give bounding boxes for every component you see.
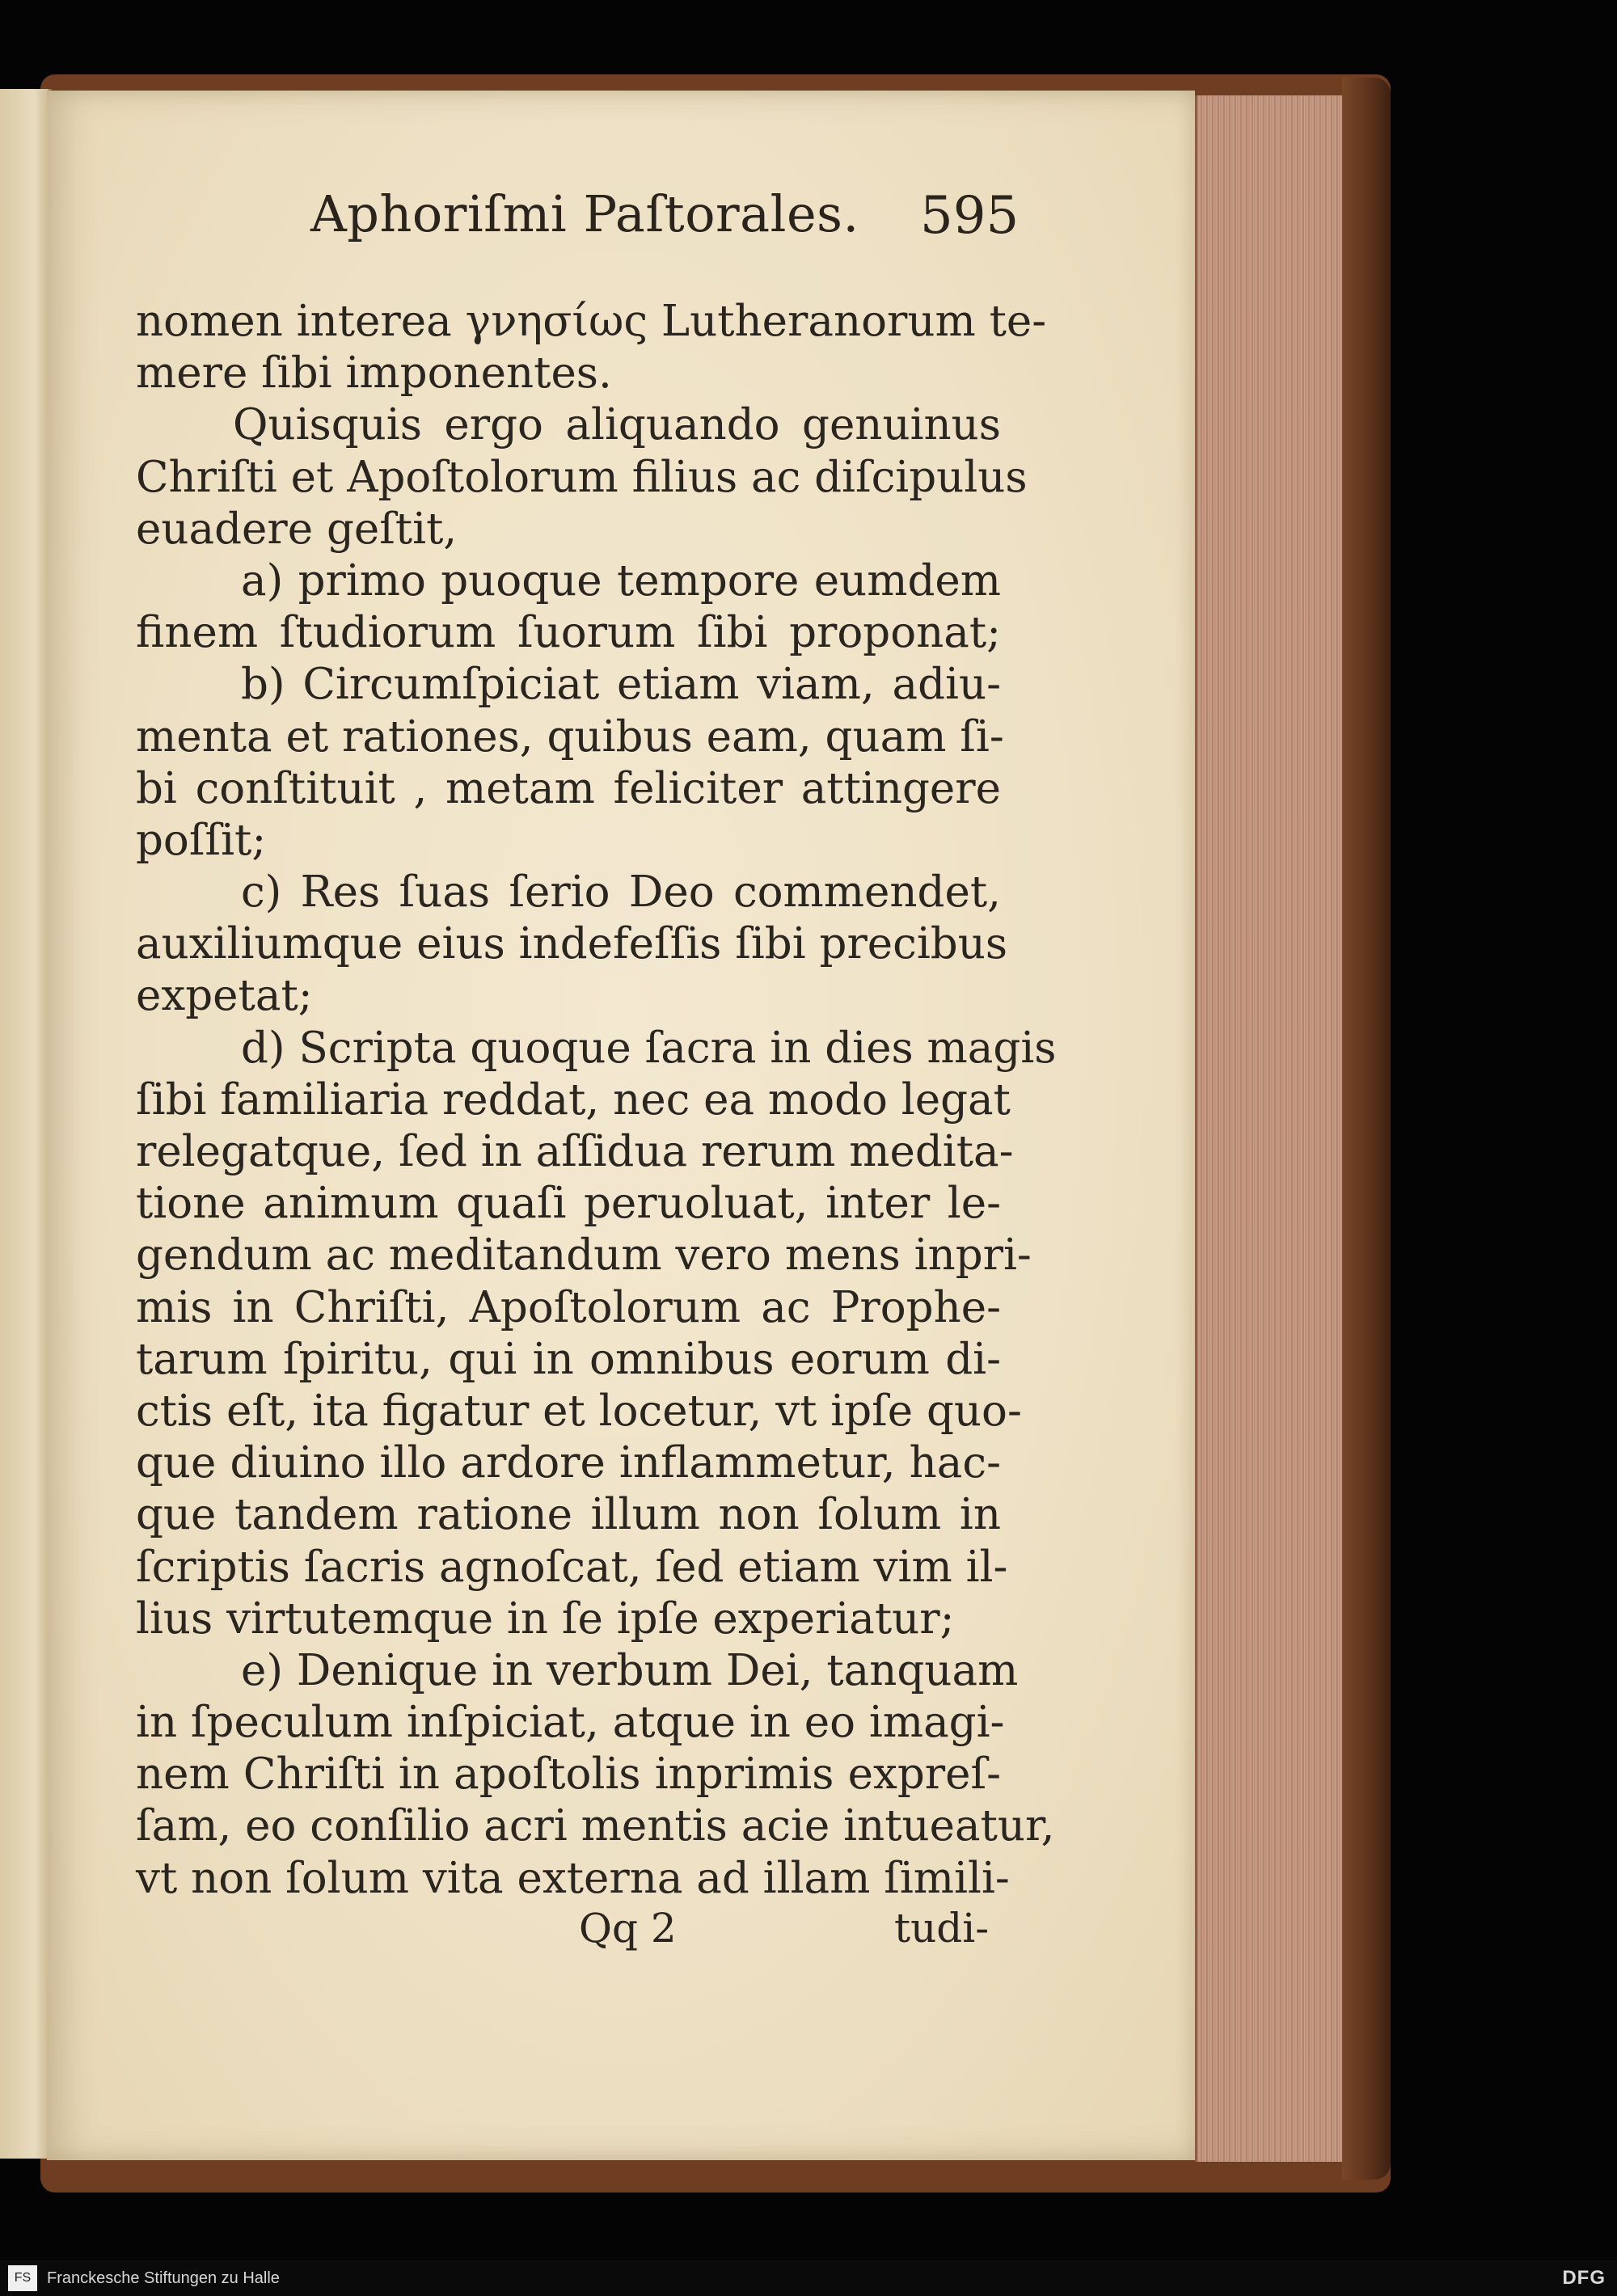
text-line: bi conſtituit , metam feliciter attingere (136, 763, 1001, 813)
text-line: in ſpeculum inſpiciat, atque in eo imagi- (136, 1698, 1005, 1748)
text-line: tarum ſpiritu, qui in omnibus eorum di- (136, 1334, 1001, 1384)
text-line: relegatque, ſed in aſſidua rerum medita- (136, 1127, 1014, 1176)
text-line: que diuino illo ardore inflammetur, hac- (136, 1438, 1001, 1488)
institution-name: Franckesche Stiftungen zu Halle (47, 2269, 280, 2287)
previous-page-edge (0, 89, 52, 2159)
text-line: mis in Chriſti, Apoſtolorum ac Prophe- (136, 1282, 1001, 1332)
text-line: Quisquis ergo aliquando genuinus (233, 400, 1001, 450)
text-line: vt non ſolum vita externa ad illam ſimili- (136, 1853, 1010, 1903)
text-line: a) primo puoque tempore eumdem (241, 555, 1001, 606)
binding-edge (1342, 78, 1391, 2180)
text-line: ſcriptis ſacris agnoſcat, ſed etiam vim il- (136, 1542, 1008, 1592)
text-line: ctis eſt, ita figatur et locetur, vt ipſe quo- (136, 1386, 1022, 1436)
page-block-edges (1195, 95, 1345, 2162)
signature-mark: Qq 2 (579, 1905, 677, 1952)
running-title: Aphoriſmi Paſtorales. (310, 184, 859, 243)
text-line: ſam, eo conſilio acri mentis acie intueatur, (136, 1801, 1055, 1851)
text-line: c) Res ſuas ſerio Deo commendet, (241, 867, 1001, 918)
page-header (0, 184, 1617, 257)
text-line: tione animum quaſi peruoluat, inter le- (136, 1179, 1001, 1229)
text-line: lius virtutemque in ſe ipſe experiatur; (136, 1593, 955, 1644)
catchword: tudi- (894, 1905, 990, 1952)
text-line: mere ſibi imponentes. (136, 348, 612, 399)
text-line: e) Denique in verbum Dei, tanquam (241, 1645, 1019, 1695)
body-text (136, 296, 1057, 1905)
text-line: euadere geſtit, (136, 504, 458, 554)
text-line: expetat; (136, 971, 313, 1021)
viewer-footer (0, 2260, 1617, 2296)
text-line: gendum ac meditandum vero mens inpri- (136, 1230, 1032, 1281)
text-line: Chriſti et Apoſtolorum filius ac diſcipulus (136, 452, 1028, 502)
text-line: nem Chriſti in apoſtolis inprimis expreſ- (136, 1749, 1001, 1800)
text-line: auxiliumque eius indefeſſis ſibi precibus (136, 919, 1008, 969)
text-line: que tandem ratione illum non ſolum in (136, 1490, 1001, 1540)
text-line: d) Scripta quoque ſacra in dies magis (241, 1023, 1057, 1073)
institution-logo-icon: FS (8, 2265, 37, 2291)
text-line: ſibi familiaria reddat, nec ea modo legat (136, 1074, 1011, 1125)
page-number: 595 (920, 186, 1020, 246)
text-line: menta et rationes, quibus eam, quam ſi- (136, 711, 1004, 762)
text-line: b) Circumſpiciat etiam viam, adiu- (241, 660, 1001, 710)
text-line: finem ſtudiorum ſuorum ſibi proponat; (136, 608, 1001, 658)
text-line: nomen interea γνησίως Lutheranorum te- (136, 297, 1047, 346)
page-foot (0, 1905, 1617, 1961)
text-line: poſſit; (136, 815, 267, 865)
dfg-logo-icon: DFG (1562, 2267, 1606, 2289)
